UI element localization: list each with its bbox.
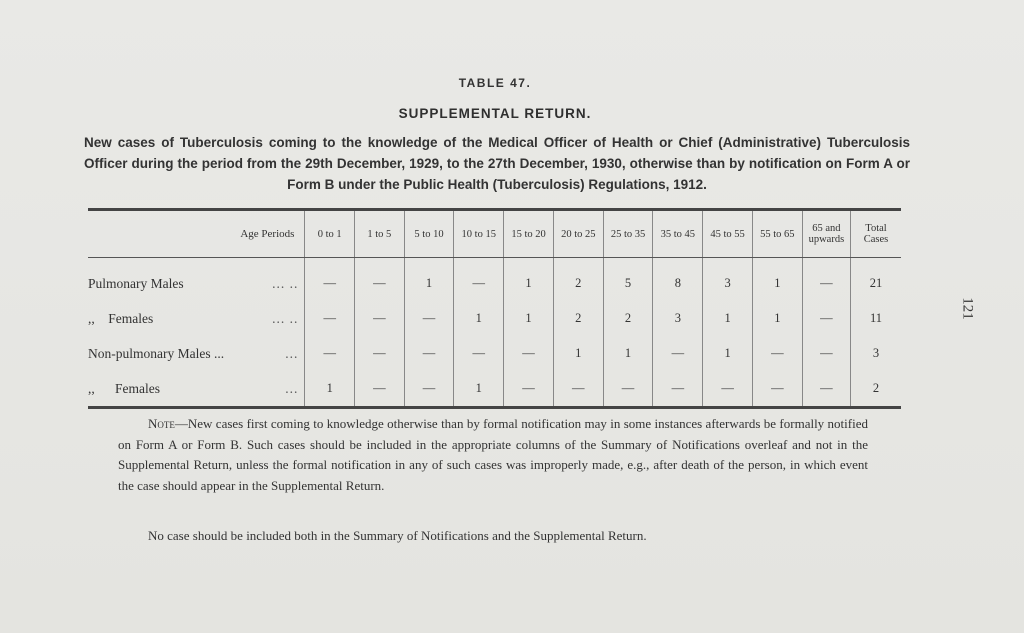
- data-cell: 8: [653, 258, 703, 302]
- data-cell: 2: [603, 301, 653, 336]
- data-cell: —: [305, 336, 355, 371]
- row-label-cell: [88, 301, 305, 336]
- column-header: 15 to 20: [504, 210, 554, 258]
- column-header-total: Total Cases: [851, 210, 902, 258]
- data-cell: 1: [703, 301, 753, 336]
- table-description: New cases of Tuberculosis coming to the knowledge of the Medical Officer of Health or Chief (Administrative) Tuberculosis Officer during the period from the 29th December, 1929, to the 27th December, 1930, otherwise than by notification on Form A or Form B under the Public Health (Tuberculosis) Regulations, 1912.: [84, 135, 910, 192]
- row-label: ,, Females: [88, 380, 160, 396]
- data-cell: —: [355, 258, 405, 302]
- table-row: [88, 301, 901, 336]
- table-row: [88, 371, 901, 408]
- row-leader-dots: ... ..: [272, 275, 299, 291]
- row-leader-dots: ...: [285, 380, 299, 396]
- total-cell: 21: [851, 258, 902, 302]
- column-header: 0 to 1: [305, 210, 355, 258]
- data-cell: 5: [603, 258, 653, 302]
- data-cell: —: [802, 301, 850, 336]
- page-number: 121: [959, 297, 976, 320]
- table-header-row: [88, 210, 901, 258]
- column-header: 55 to 65: [752, 210, 802, 258]
- data-cell: —: [355, 336, 405, 371]
- data-cell: —: [305, 301, 355, 336]
- note-paragraph: [118, 414, 868, 496]
- data-cell: 1: [504, 301, 554, 336]
- data-cell: —: [603, 371, 653, 408]
- row-label: Non-pulmonary Males ...: [88, 345, 225, 361]
- row-leader-dots: ... ..: [272, 310, 299, 326]
- data-cell: 1: [454, 301, 504, 336]
- data-cell: —: [752, 336, 802, 371]
- column-header-age-periods: Age Periods: [88, 210, 305, 258]
- data-cell: 1: [752, 258, 802, 302]
- data-cell: —: [404, 336, 454, 371]
- data-cell: —: [454, 258, 504, 302]
- data-cell: 1: [603, 336, 653, 371]
- data-cell: —: [802, 258, 850, 302]
- data-cell: —: [553, 371, 603, 408]
- data-cell: —: [404, 301, 454, 336]
- table-number: TABLE 47.: [458, 76, 532, 90]
- data-cell: 1: [454, 371, 504, 408]
- data-cell: 1: [703, 336, 753, 371]
- note-lead: Note: [148, 416, 175, 431]
- row-label-cell: [88, 371, 305, 408]
- data-cell: —: [404, 371, 454, 408]
- supplemental-return-table: [88, 208, 901, 409]
- data-cell: —: [653, 371, 703, 408]
- column-header: 25 to 35: [603, 210, 653, 258]
- data-cell: 2: [553, 301, 603, 336]
- data-cell: —: [802, 371, 850, 408]
- row-label: ,, Females: [88, 310, 154, 326]
- data-cell: 2: [553, 258, 603, 302]
- total-cell: 3: [851, 336, 902, 371]
- column-header: 45 to 55: [703, 210, 753, 258]
- data-cell: —: [653, 336, 703, 371]
- data-cell: 3: [703, 258, 753, 302]
- data-cell: —: [355, 301, 405, 336]
- data-cell: —: [703, 371, 753, 408]
- data-cell: 1: [553, 336, 603, 371]
- table-row: [88, 336, 901, 371]
- total-cell: 2: [851, 371, 902, 408]
- data-cell: —: [355, 371, 405, 408]
- data-cell: —: [305, 258, 355, 302]
- column-header: 35 to 45: [653, 210, 703, 258]
- row-label: Pulmonary Males: [88, 275, 184, 291]
- data-cell: 1: [305, 371, 355, 408]
- data-cell: —: [802, 336, 850, 371]
- row-label-cell: [88, 258, 305, 302]
- data-cell: 1: [504, 258, 554, 302]
- data-cell: 1: [752, 301, 802, 336]
- row-leader-dots: ...: [285, 345, 299, 361]
- note-second-paragraph: No case should be included both in the Summary of Notifications and the Supplemental Return.: [148, 528, 647, 543]
- note-text: —New cases first coming to knowledge otherwise than by formal notification may in some instances afterwards be formally notified on Form A or Form B. Such cases should be included in the appropriate columns of the Summary of Notifications overleaf and not in the Supplemental Return, unless the formal notification in any of such cases was improperly made, e.g., after death of the person, in which event the case should appear in the Supplemental Return.: [118, 416, 868, 493]
- data-cell: 1: [404, 258, 454, 302]
- column-header: 20 to 25: [553, 210, 603, 258]
- row-label-cell: [88, 336, 305, 371]
- data-cell: —: [752, 371, 802, 408]
- data-cell: 3: [653, 301, 703, 336]
- column-header: 5 to 10: [404, 210, 454, 258]
- column-header: 1 to 5: [355, 210, 405, 258]
- table-title: SUPPLEMENTAL RETURN.: [398, 106, 592, 121]
- table-body: [88, 258, 901, 408]
- data-cell: —: [454, 336, 504, 371]
- data-cell: —: [504, 371, 554, 408]
- total-cell: 11: [851, 301, 902, 336]
- column-header: 65 and upwards: [802, 210, 850, 258]
- data-cell: —: [504, 336, 554, 371]
- column-header: 10 to 15: [454, 210, 504, 258]
- table-row: [88, 258, 901, 302]
